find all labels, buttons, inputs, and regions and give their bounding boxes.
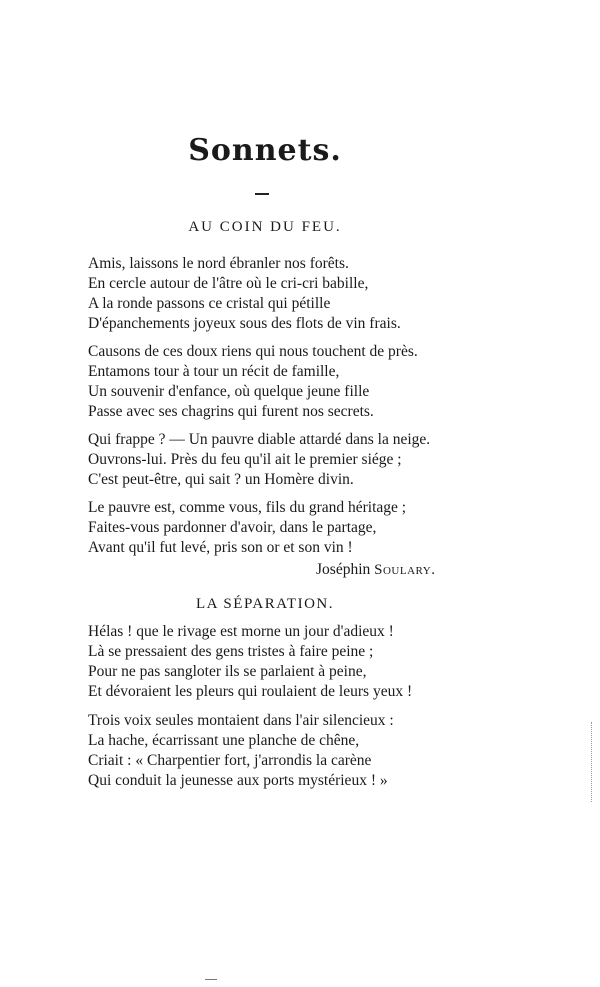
verse-line: Là se pressaient des gens tristes à faire peine ; bbox=[88, 643, 374, 660]
verse-line: Causons de ces doux riens qui nous touchent de près. bbox=[88, 343, 418, 360]
verse-line: Criait : « Charpentier fort, j'arrondis la carène bbox=[88, 752, 372, 769]
verse-line: Entamons tour à tour un récit de famille, bbox=[88, 363, 340, 380]
stanza-4 bbox=[88, 498, 406, 558]
poem-heading-au-coin-du-feu: AU COIN DU FEU. bbox=[188, 219, 342, 235]
stanza-5 bbox=[88, 622, 412, 702]
title-divider bbox=[255, 193, 269, 195]
scan-bottom-mark bbox=[205, 979, 217, 980]
stanza-1 bbox=[88, 254, 401, 334]
stanza-6 bbox=[88, 711, 394, 791]
verse-line: Le pauvre est, comme vous, fils du grand héritage ; bbox=[88, 499, 407, 516]
verse-line: En cercle autour de l'âtre où le cri-cri babille, bbox=[88, 275, 369, 292]
author-first-name: Joséphin bbox=[316, 561, 371, 578]
verse-line: Pour ne pas sangloter ils se parlaient à peine, bbox=[88, 663, 367, 680]
verse-line: Hélas ! que le rivage est morne un jour d'adieux ! bbox=[88, 623, 394, 640]
verse-line: Avant qu'il fut levé, pris son or et son vin ! bbox=[88, 539, 353, 556]
verse-line: Amis, laissons le nord ébranler nos forêts. bbox=[88, 255, 349, 272]
poem-heading-la-separation: LA SÉPARATION. bbox=[196, 596, 334, 612]
verse-line: Faites-vous pardonner d'avoir, dans le partage, bbox=[88, 519, 377, 536]
verse-line: Et dévoraient les pleurs qui roulaient de leurs yeux ! bbox=[88, 683, 413, 700]
stanza-3 bbox=[88, 430, 430, 490]
author-last-name: Soulary. bbox=[374, 562, 436, 578]
verse-line: A la ronde passons ce cristal qui pétille bbox=[88, 295, 331, 312]
verse-line: Ouvrons-lui. Près du feu qu'il ait le premier siége ; bbox=[88, 451, 402, 468]
verse-line: D'épanchements joyeux sous des flots de vin frais. bbox=[88, 315, 401, 332]
verse-line: C'est peut-être, qui sait ? un Homère divin. bbox=[88, 471, 354, 488]
author-signature bbox=[316, 561, 435, 579]
page-title: Sonnets. bbox=[188, 133, 342, 168]
verse-line: Trois voix seules montaient dans l'air silencieux : bbox=[88, 712, 394, 729]
scan-edge-marks bbox=[589, 722, 592, 802]
verse-line: Qui frappe ? — Un pauvre diable attardé dans la neige. bbox=[88, 431, 431, 448]
stanza-2 bbox=[88, 342, 418, 422]
verse-line: Qui conduit la jeunesse aux ports mystérieux ! » bbox=[88, 772, 388, 789]
verse-line: Un souvenir d'enfance, où quelque jeune fille bbox=[88, 383, 370, 400]
verse-line: La hache, écarrissant une planche de chêne, bbox=[88, 732, 360, 749]
verse-line: Passe avec ses chagrins qui furent nos secrets. bbox=[88, 403, 374, 420]
